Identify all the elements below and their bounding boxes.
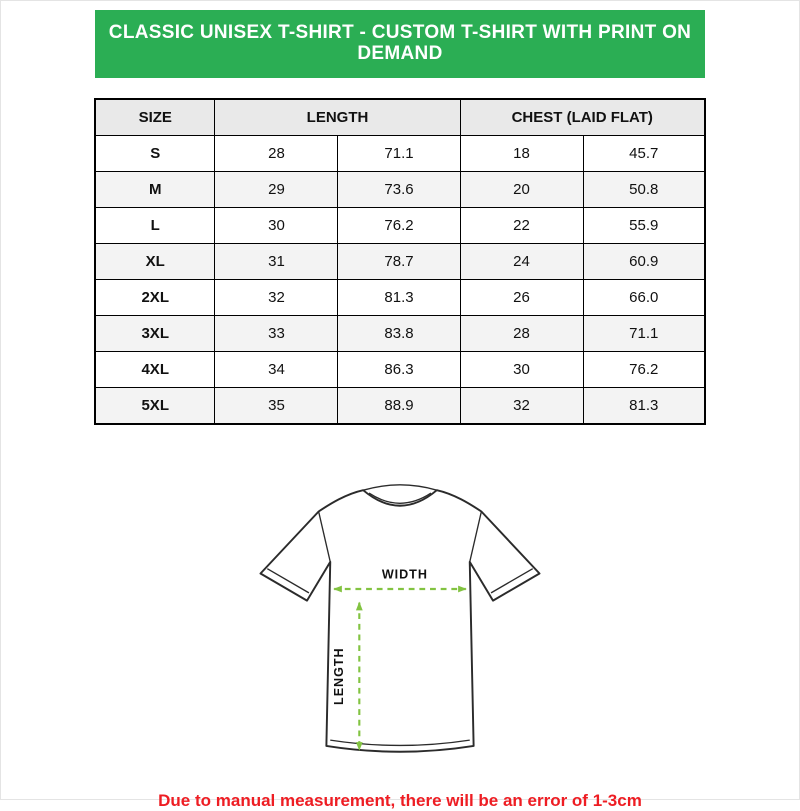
size-cell: 3XL (95, 315, 215, 351)
table-row (95, 387, 705, 424)
table-body (95, 135, 705, 424)
chest-cm-cell: 76.2 (583, 351, 705, 387)
width-label: WIDTH (381, 567, 428, 582)
length-label: LENGTH (331, 647, 346, 705)
length-cm-cell: 83.8 (338, 315, 460, 351)
chest-cm-cell: 60.9 (583, 243, 705, 279)
length-header: LENGTH (215, 99, 460, 136)
length-cm-cell: 73.6 (338, 171, 460, 207)
chest-header: CHEST (LAID FLAT) (460, 99, 705, 136)
length-in-cell: 32 (215, 279, 338, 315)
table-row (95, 207, 705, 243)
size-chart-table (94, 98, 706, 425)
banner (95, 10, 705, 78)
chest-in-cell: 30 (460, 351, 583, 387)
chest-in-cell: 18 (460, 135, 583, 171)
table-row (95, 315, 705, 351)
tshirt-diagram-image (245, 465, 555, 775)
size-cell: XL (95, 243, 215, 279)
page-title: CLASSIC UNISEX T-SHIRT - CUSTOM T-SHIRT WITH PRINT ON DEMAND (108, 22, 692, 64)
length-cm-cell: 71.1 (338, 135, 460, 171)
length-in-cell: 31 (215, 243, 338, 279)
size-cell: 4XL (95, 351, 215, 387)
chest-cm-cell: 81.3 (583, 387, 705, 424)
length-cm-cell: 86.3 (338, 351, 460, 387)
length-in-cell: 33 (215, 315, 338, 351)
table-row (95, 171, 705, 207)
size-cell: S (95, 135, 215, 171)
chest-in-cell: 20 (460, 171, 583, 207)
measurement-diagram (245, 465, 555, 775)
length-cm-cell: 78.7 (338, 243, 460, 279)
table-row (95, 135, 705, 171)
header-row (95, 99, 705, 136)
chest-cm-cell: 50.8 (583, 171, 705, 207)
table-row (95, 351, 705, 387)
tshirt-outline (261, 490, 540, 752)
length-in-cell: 30 (215, 207, 338, 243)
collar-back-line (363, 485, 437, 490)
chest-in-cell: 32 (460, 387, 583, 424)
length-in-cell: 34 (215, 351, 338, 387)
chest-cm-cell: 45.7 (583, 135, 705, 171)
chest-cm-cell: 66.0 (583, 279, 705, 315)
length-in-cell: 28 (215, 135, 338, 171)
length-cm-cell: 88.9 (338, 387, 460, 424)
length-in-cell: 29 (215, 171, 338, 207)
size-header: SIZE (95, 99, 215, 136)
length-cm-cell: 76.2 (338, 207, 460, 243)
length-in-cell: 35 (215, 387, 338, 424)
size-cell: 5XL (95, 387, 215, 424)
table-header (95, 99, 705, 136)
chest-in-cell: 26 (460, 279, 583, 315)
table-row (95, 243, 705, 279)
length-cm-cell: 81.3 (338, 279, 460, 315)
table-row (95, 279, 705, 315)
chest-cm-cell: 71.1 (583, 315, 705, 351)
chest-cm-cell: 55.9 (583, 207, 705, 243)
chest-in-cell: 24 (460, 243, 583, 279)
size-cell: L (95, 207, 215, 243)
size-cell: M (95, 171, 215, 207)
chest-in-cell: 22 (460, 207, 583, 243)
chest-in-cell: 28 (460, 315, 583, 351)
measurement-note: Due to manual measurement, there will be an error of 1-3cm (158, 790, 642, 810)
size-cell: 2XL (95, 279, 215, 315)
